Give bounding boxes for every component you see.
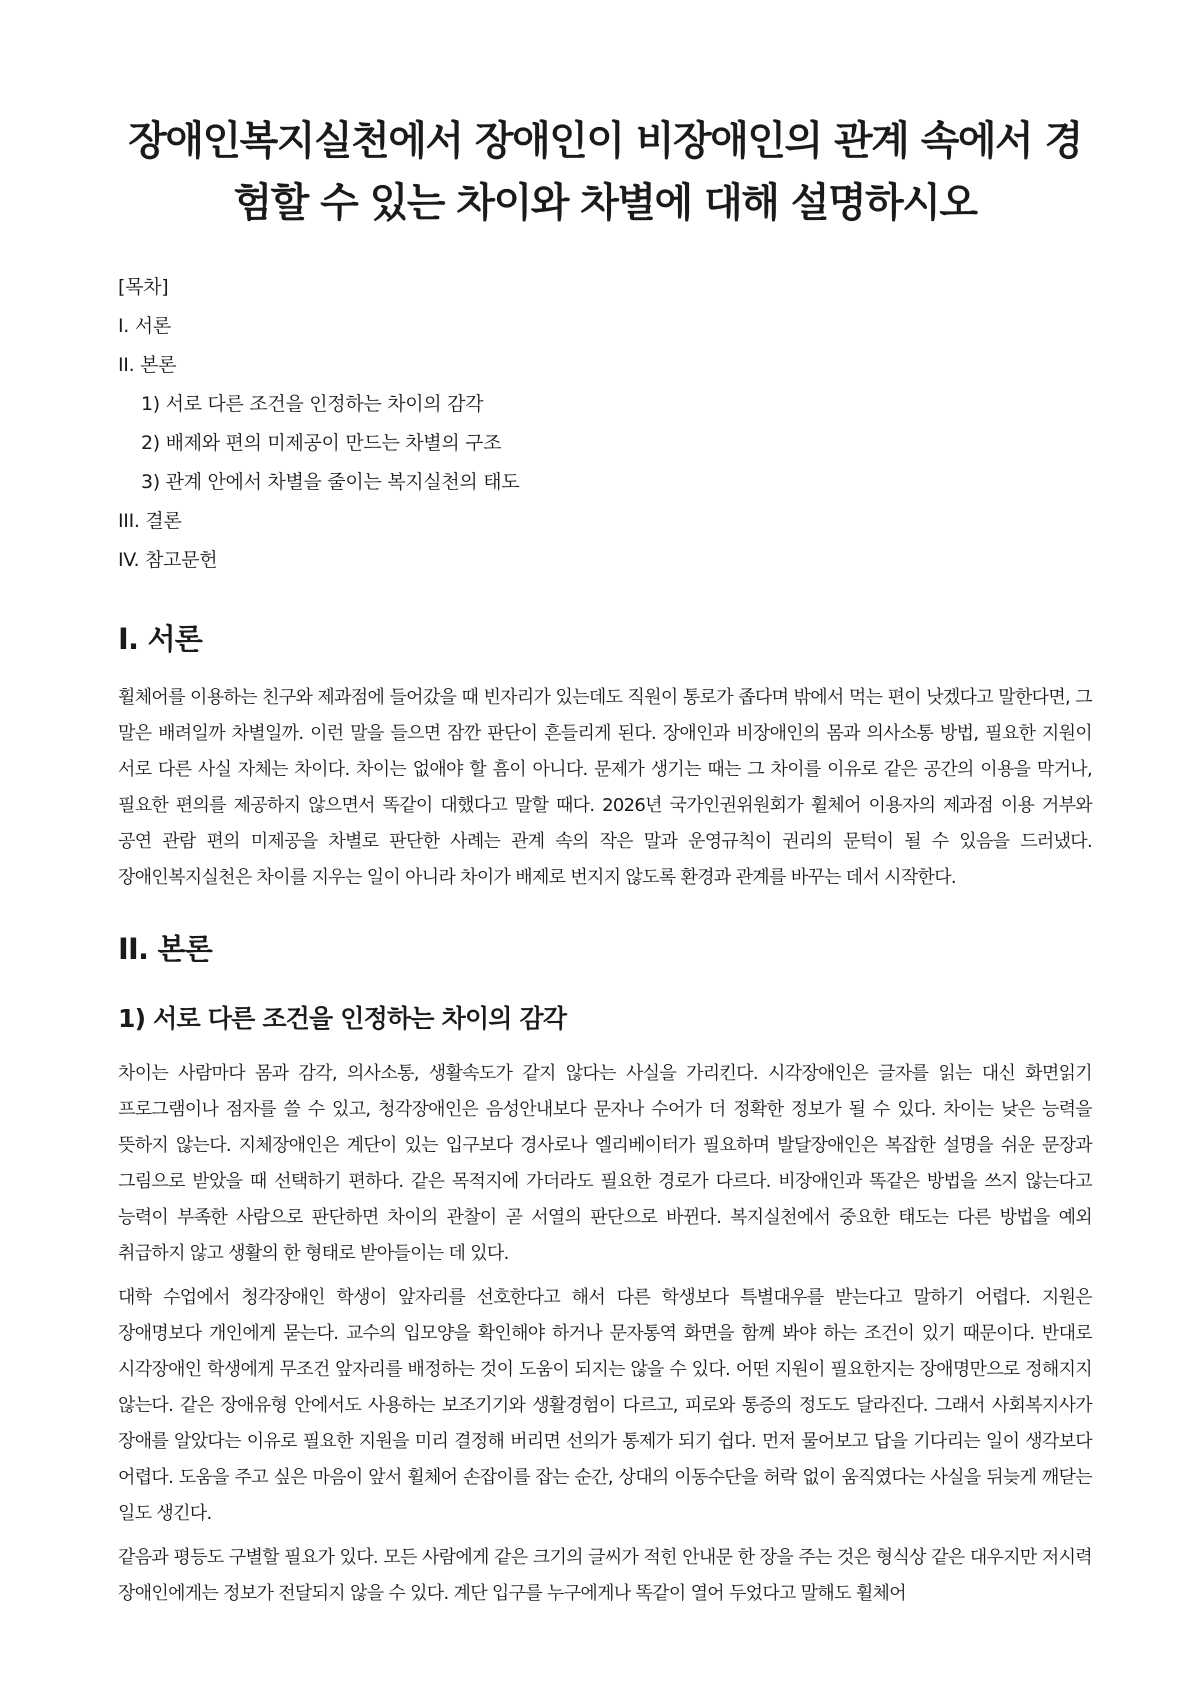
- toc-item-intro: I. 서론: [118, 315, 171, 337]
- body-paragraph: 같음과 평등도 구별할 필요가 있다. 모든 사람에게 같은 크기의 글씨가 적힌 안내문 한 장을 주는 것은 형식상 같은 대우지만 저시력 장애인에게는 정보가 전달되지 않을 수 있다. 계단 입구를 누구에게나 똑같이 열어 두었다고 말해도 휠체어: [118, 1547, 1092, 1604]
- body-paragraph: 대학 수업에서 청각장애인 학생이 앞자리를 선호한다고 해서 다른 학생보다 특별대우를 받는다고 말하기 어렵다. 지원은 장애명보다 개인에게 묻는다. 교수의 입모양을 확인해야 하거나 문자통역 화면을 함께 봐야 하는 조건이 있기 때문이다. 반대로 시각장애인 학생에게 무조건 앞자리를 배정하는 것이 도움이 되지는 않을 수 있다. 어떤 지원이 필요한지는 장애명만으로 정해지지 않는다. 같은 장애유형 안에서도 사용하는 보조기기와 생활경험이 다르고, 피로와 통증의 정도도 달라진다. 그래서 사회복지사가 장애를 알았다는 이유로 필요한 지원을 미리 결정해 버리면 선의가 통제가 되기 쉽다. 먼저 물어보고 답을 기다리는 일이 생각보다 어렵다. 도움을 주고 싶은 마음이 앞서 휠체어 손잡이를 잡는 순간, 상대의 이동수단을 허락 없이 움직였다는 사실을 뒤늦게 깨닫는 일도 생긴다.: [118, 1287, 1092, 1524]
- toc-heading: [목차]: [118, 276, 169, 298]
- toc-item-body-1: 1) 서로 다른 조건을 인정하는 차이의 감각: [141, 393, 484, 415]
- body-paragraph: 차이는 사람마다 몸과 감각, 의사소통, 생활속도가 같지 않다는 사실을 가리킨다. 시각장애인은 글자를 읽는 대신 화면읽기 프로그램이나 점자를 쓸 수 있고, 청각장애인은 음성안내보다 문자나 수어가 더 정확한 정보가 될 수 있다. 차이는 낮은 능력을 뜻하지 않는다. 지체장애인은 계단이 있는 입구보다 경사로나 엘리베이터가 필요하며 발달장애인은 복잡한 설명을 쉬운 문장과 그림으로 받았을 때 선택하기 편하다. 같은 목적지에 가더라도 필요한 경로가 다르다. 비장애인과 똑같은 방법을 쓰지 않는다고 능력이 부족한 사람으로 판단하면 차이의 관찰이 곧 서열의 판단으로 바뀐다. 복지실천에서 중요한 태도는 다른 방법을 예외 취급하지 않고 생활의 한 형태로 받아들이는 데 있다.: [118, 1063, 1092, 1264]
- toc-item-body: II. 본론: [118, 354, 177, 376]
- section-heading-body: II. 본론: [118, 932, 212, 966]
- intro-paragraph: 휠체어를 이용하는 친구와 제과점에 들어갔을 때 빈자리가 있는데도 직원이 통로가 좁다며 밖에서 먹는 편이 낫겠다고 말한다면, 그 말은 배려일까 차별일까. 이런 말을 들으면 잠깐 판단이 흔들리게 된다. 장애인과 비장애인의 몸과 의사소통 방법, 필요한 지원이 서로 다른 사실 자체는 차이다. 차이는 없애야 할 흠이 아니다. 문제가 생기는 때는 그 차이를 이유로 같은 공간의 이용을 막거나, 필요한 편의를 제공하지 않으면서 똑같이 대했다고 말할 때다. 2026년 국가인권위원회가 휠체어 이용자의 제과점 이용 거부와 공연 관람 편의 미제공을 차별로 판단한 사례는 관계 속의 작은 말과 운영규칙이 권리의 문턱이 될 수 있음을 드러냈다. 장애인복지실천은 차이를 지우는 일이 아니라 차이가 배제로 번지지 않도록 환경과 관계를 바꾸는 데서 시작한다.: [118, 687, 1092, 888]
- toc-item-body-3: 3) 관계 안에서 차별을 줄이는 복지실천의 태도: [141, 471, 520, 493]
- toc-item-conclusion: III. 결론: [118, 510, 182, 532]
- toc-item-references: IV. 참고문헌: [118, 549, 218, 571]
- section-heading-intro: I. 서론: [118, 622, 202, 656]
- subsection-heading-1: 1) 서로 다른 조건을 인정하는 차이의 감각: [118, 1004, 567, 1033]
- table-of-contents: [118, 268, 1092, 580]
- document-title: 장애인복지실천에서 장애인이 비장애인의 관계 속에서 경험할 수 있는 차이와 차별에 대해 설명하시오: [128, 118, 1082, 226]
- toc-item-body-2: 2) 배제와 편의 미제공이 만드는 차별의 구조: [141, 432, 502, 454]
